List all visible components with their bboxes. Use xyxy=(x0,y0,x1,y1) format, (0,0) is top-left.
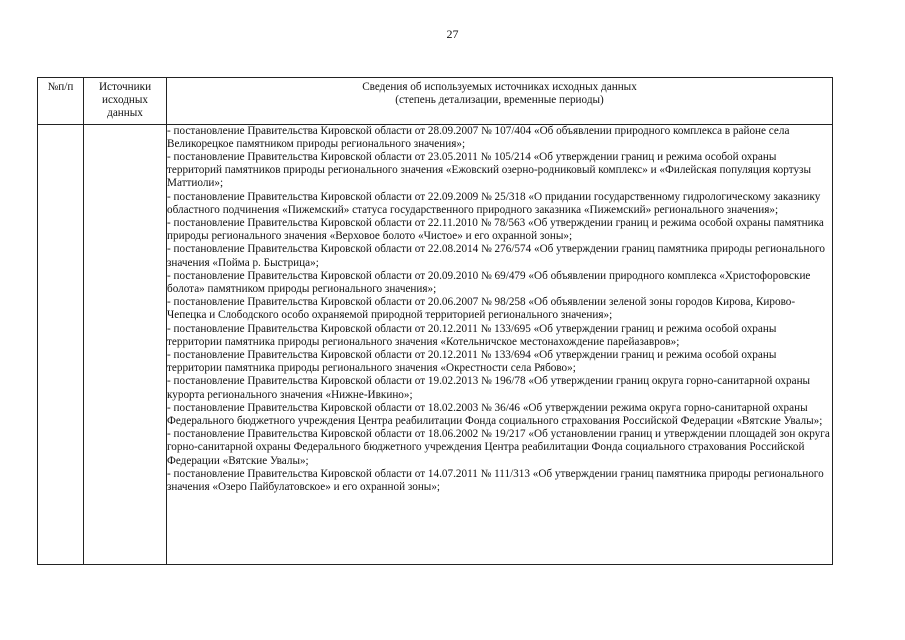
page-number: 27 xyxy=(446,27,459,41)
resolution-entry: - постановление Правительства Кировской области от 23.05.2011 № 105/214 «Об утверждении границ и режима особой охраны территорий памятников природы регионального значения «Ежовский озерно-родниковый комплекс» и «Филейская популяция кортузы Маттиоли»; xyxy=(167,151,811,190)
sources-table xyxy=(37,77,833,565)
resolution-entry: - постановление Правительства Кировской области от 28.09.2007 № 107/404 «Об объявлении природного комплекса в районе села Великорецкое памятником природы регионального значения»; xyxy=(167,124,790,150)
resolution-entry: - постановление Правительства Кировской области от 20.12.2011 № 133/695 «Об утверждении границ и режима особой охраны территории памятника природы регионального значения «Котельничское местонахождение парейазавров»; xyxy=(167,322,777,348)
resolution-entry: - постановление Правительства Кировской области от 20.09.2010 № 69/479 «Об объявлении природного комплекса «Христофоровские болота» памятником природы регионального значения»; xyxy=(167,269,811,296)
resolution-entry: - постановление Правительства Кировской области от 18.06.2002 № 19/217 «Об установлении границ и утверждении площадей зон округа горно-санитарной охраны Федерального бюджетного учреждения Центра реабилитации Фонда социального страхования Российской Федерации «Вятские Увалы»; xyxy=(167,428,830,467)
header-details-title: Сведения об используемых источниках исходных данных xyxy=(362,81,637,93)
cell-number xyxy=(38,124,84,564)
header-details-subtitle: (степень детализации, временные периоды) xyxy=(395,94,604,107)
resolution-entry: - постановление Правительства Кировской области от 22.09.2009 № 25/318 «О придании государственному гидрологическому заказнику областного подчинения «Пижемский» статуса государственного природного заказника «Пижемский» регионального значения»; xyxy=(167,190,821,216)
resolution-entry: - постановление Правительства Кировской области от 20.06.2007 № 98/258 «Об объявлении зеленой зоны городов Кирова, Кирово-Чепецка и Слободского особо охраняемой природной территорией регионального значения»; xyxy=(167,296,796,322)
resolution-entry: - постановление Правительства Кировской области от 20.12.2011 № 133/694 «Об утверждении границ и режима особой охраны территории памятника природы регионального значения «Окрестности села Рябово»; xyxy=(167,349,777,375)
header-details xyxy=(167,78,833,125)
table-header-row xyxy=(38,78,833,125)
cell-sources xyxy=(84,124,167,564)
cell-details xyxy=(167,124,833,564)
resolution-entry: - постановление Правительства Кировской области от 18.02.2003 № 36/46 «Об утверждении режима округа горно-санитарной охраны Федерального бюджетного учреждения Центра реабилитации Фонда социального страхования Российской Федерации «Вятские Увалы»; xyxy=(167,401,823,428)
resolution-entry: - постановление Правительства Кировской области от 22.08.2014 № 276/574 «Об утверждении границ памятника природы регионального значения «Пойма р. Быстрица»; xyxy=(167,243,825,269)
table-row xyxy=(38,124,833,564)
header-number: №п/п xyxy=(38,78,84,125)
resolution-entry: - постановление Правительства Кировской области от 22.11.2010 № 78/563 «Об утверждении границ и режима особой охраны памятника природы регионального значения «Верховое болото «Чистое» и его охранной зоны»; xyxy=(167,217,824,243)
resolution-entry: - постановление Правительства Кировской области от 14.07.2011 № 111/313 «Об утверждении границ памятника природы регионального значения «Озеро Пайбулатовское» и его охранной зоны»; xyxy=(167,467,824,494)
header-sources: Источники исходных данных xyxy=(84,78,167,125)
resolution-entry: - постановление Правительства Кировской области от 19.02.2013 № 196/78 «Об утверждении границ округа горно-санитарной охраны курорта регионального значения «Нижне-Ивкино»; xyxy=(167,375,811,401)
